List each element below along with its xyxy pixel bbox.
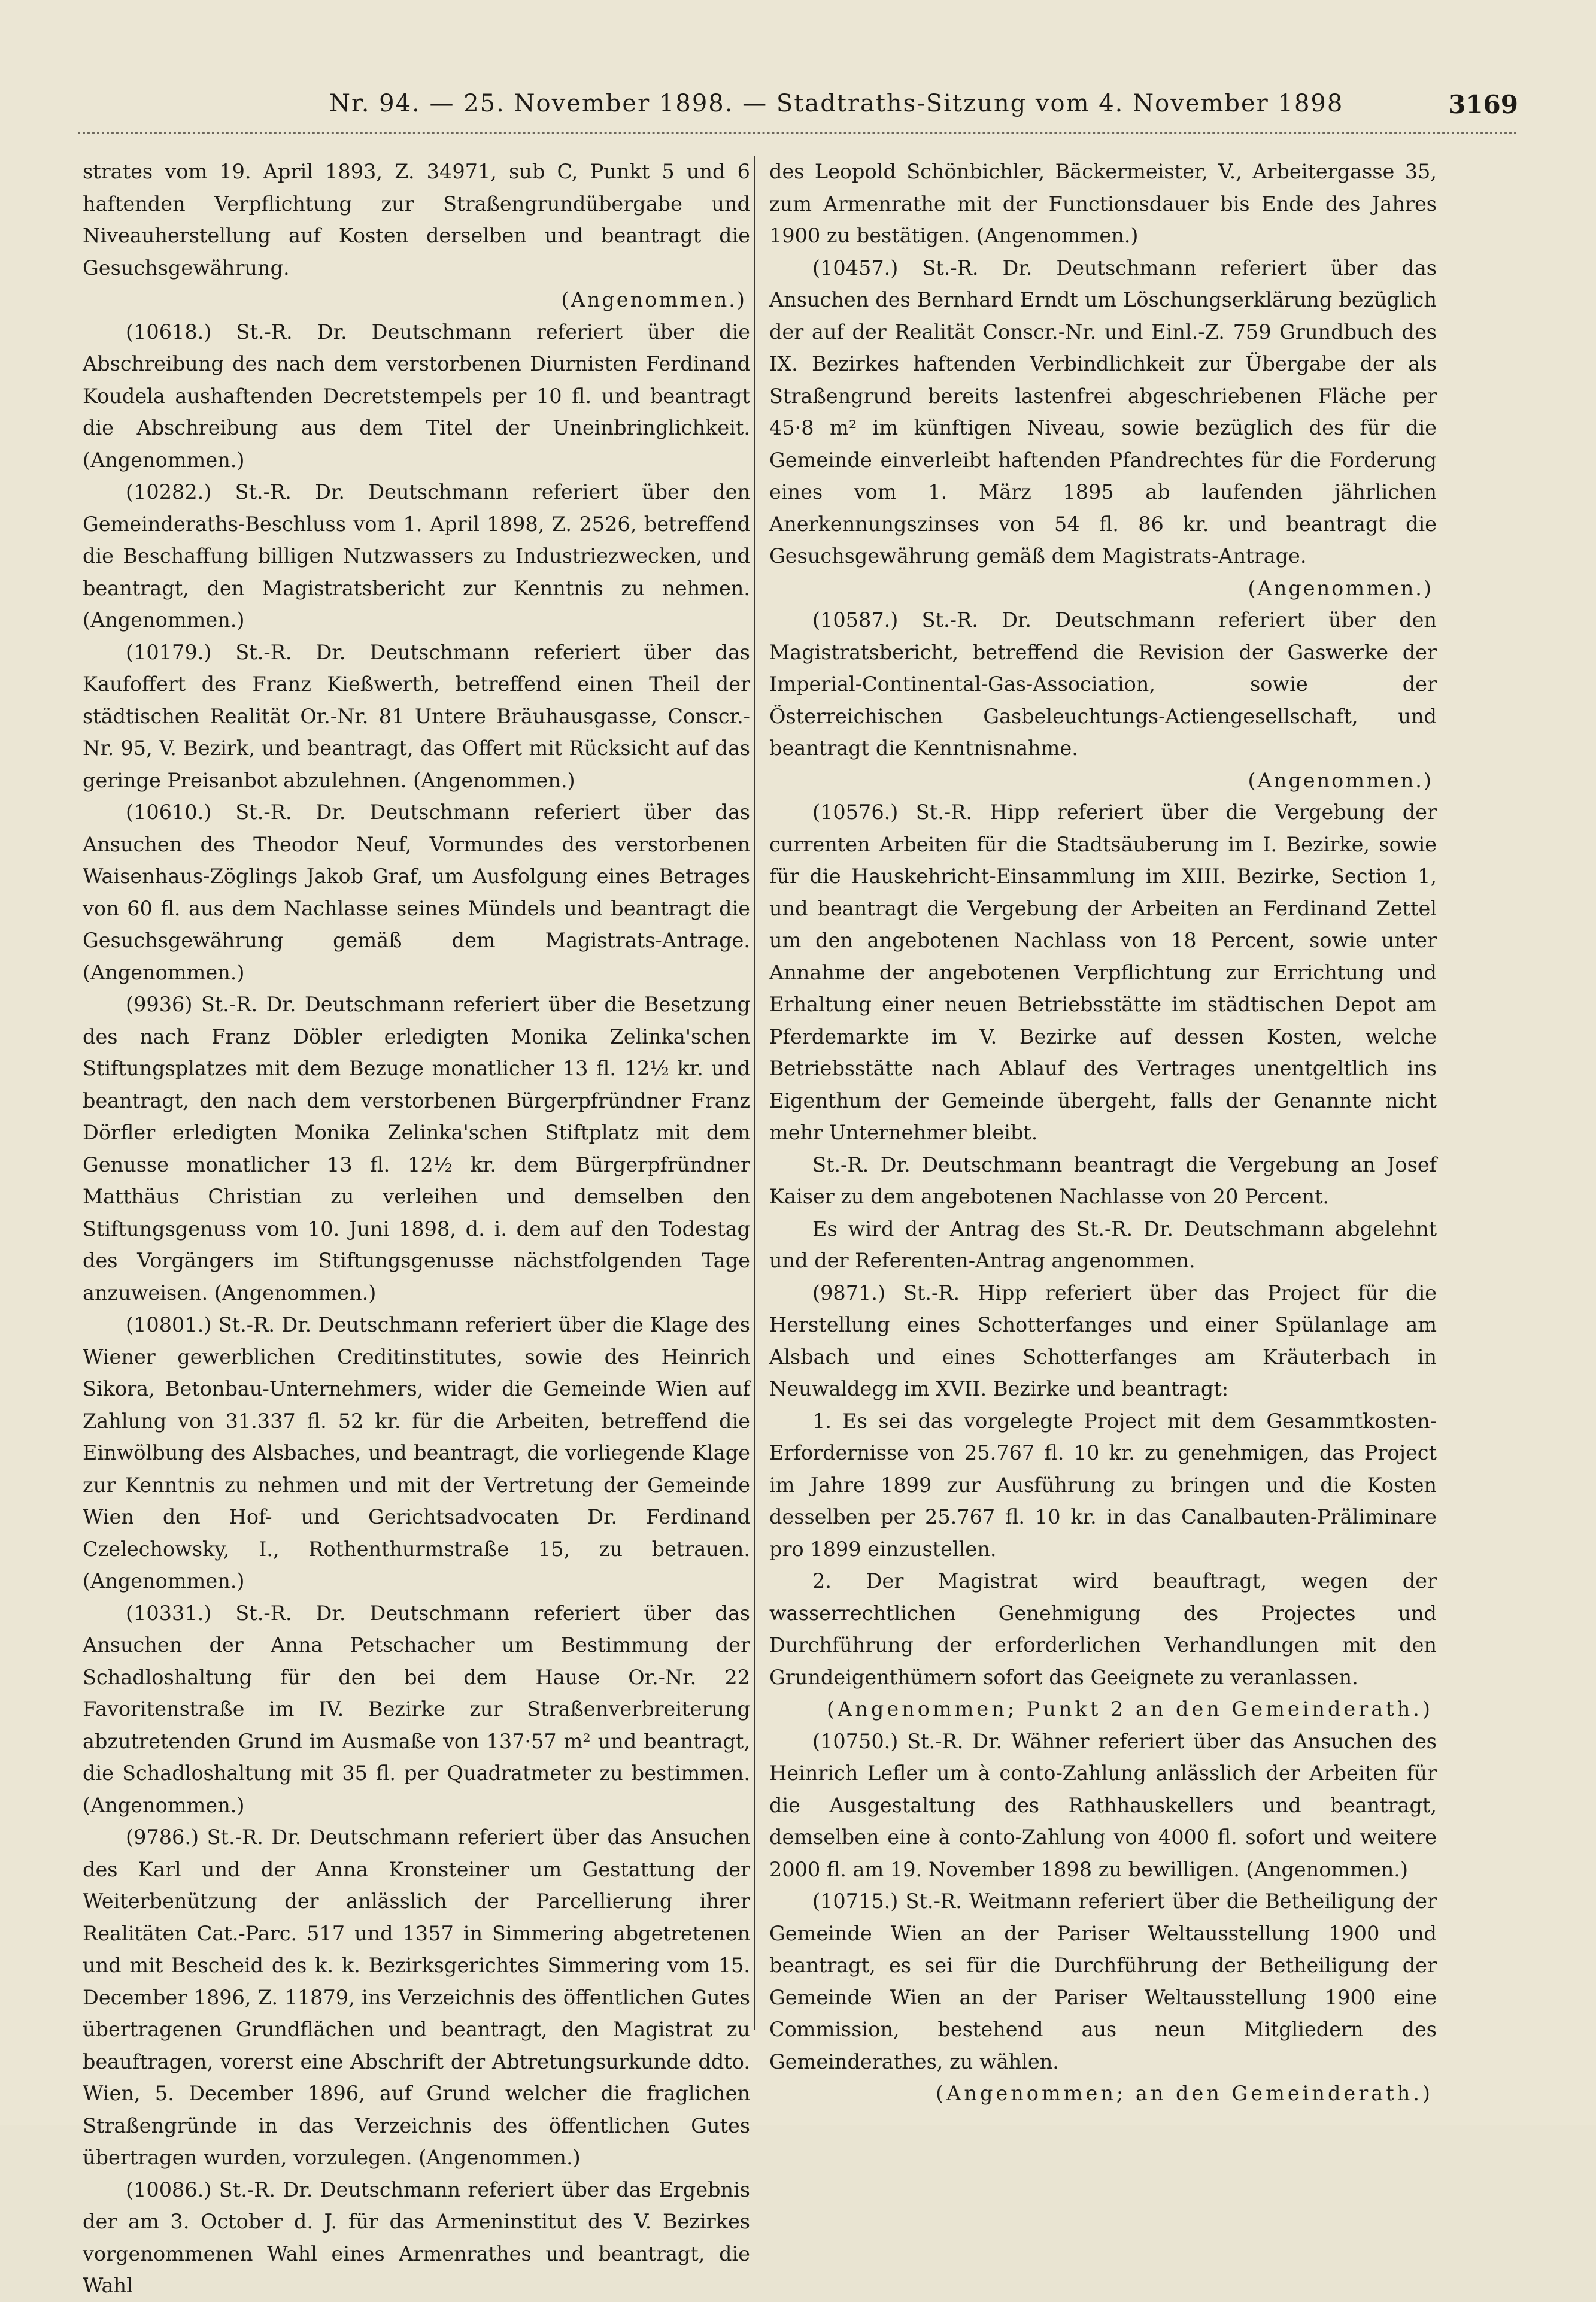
column-divider: [754, 156, 755, 2030]
minutes-entry: (10715.) St.-R. Weitmann referiert über die Betheiligung der Gemeinde Wien an der Pariser Weltausstellung 1900 und beantragt, es sei für die Durchführung der Betheiligung der Gemeinde Wien an der Pariser Weltausstellung 1900 eine Commission, bestehend aus neun Mitgliedern des Gemeinderathes, zu wählen.: [769, 1889, 1437, 2073]
minutes-entry: (10801.) St.-R. Dr. Deutschmann referiert über die Klage des Wiener gewerblichen Creditinstitutes, sowie des Heinrich Sikora, Betonbau-Unternehmers, wider die Gemeinde Wien auf Zahlung von 31.337 fl. 52 kr. für die Arbeiten, betreffend die Einwölbung des Alsbaches, und beantragt, die vorliegende Klage zur Kenntnis zu nehmen und mit der Vertretung der Gemeinde Wien den Hof- und Gerichtsadvocaten Dr. Ferdinand Czelechowsky, I., Rothenthurmstraße 15, zu betrauen. (Angenommen.): [83, 1313, 750, 1593]
minutes-entry: (10587.) St.-R. Dr. Deutschmann referiert über den Magistratsbericht, betreffend die Revision der Gaswerke der Imperial-Continental-Gas-Association, sowie der Österreichischen Gasbeleuchtungs-Actiengesellschaft, und beantragt die Kenntnisnahme.: [769, 608, 1437, 760]
resolution-note: (Angenommen.): [1248, 768, 1433, 792]
header-title: Nr. 94. — 25. November 1898. — Stadtraths-Sitzung vom 4. November 1898: [329, 90, 1344, 117]
minutes-entry: 1. Es sei das vorgelegte Project mit dem Gesammtkosten-Erfordernisse von 25.767 fl. 10 kr. zu genehmigen, das Project im Jahre 1899 zur Ausführung zu bringen und die Kosten desselben per 25.767 fl. 10 kr. in das Canalbauten-Präliminare pro 1899 einzustellen.: [769, 1409, 1437, 1561]
minutes-entry: (10618.) St.-R. Dr. Deutschmann referiert über die Abschreibung des nach dem verstorbenen Diurnisten Ferdinand Koudela aushaftenden Decretstempels per 10 fl. und beantragt die Abschreibung aus dem Titel der Uneinbringlichkeit. (Angenommen.): [83, 320, 750, 472]
header-rule: [78, 132, 1518, 134]
minutes-entry: (10331.) St.-R. Dr. Deutschmann referiert über das Ansuchen der Anna Petschacher um Bestimmung der Schadloshaltung für den bei dem Hause Or.-Nr. 22 Favoritenstraße im IV. Bezirke zur Straßenverbreiterung abzutretenden Grund im Ausmaße von 137·57 m² und beantragt, die Schadloshaltung mit 35 fl. per Quadratmeter zu bestimmen. (Angenommen.): [83, 1601, 750, 1817]
minutes-entry: St.-R. Dr. Deutschmann beantragt die Vergebung an Josef Kaiser zu dem angebotenen Nachlasse von 20 Percent.: [769, 1152, 1437, 1208]
minutes-entry: (9871.) St.-R. Hipp referiert über das Project für die Herstellung eines Schotterfanges und einer Spülanlage am Alsbach und eines Schotterfanges am Kräuterbach in Neuwaldegg im XVII. Bezirke und beantragt:: [769, 1281, 1437, 1400]
minutes-entry: strates vom 19. April 1893, Z. 34971, sub C, Punkt 5 und 6 haftenden Verpflichtung zur Straßengrundübergabe und Niveauherstellung auf Kosten derselben und beantragt die Gesuchsgewährung.: [83, 160, 750, 280]
minutes-entry: (10610.) St.-R. Dr. Deutschmann referiert über das Ansuchen des Theodor Neuf, Vormundes des verstorbenen Waisenhaus-Zöglings Jakob Graf, um Ausfolgung eines Betrages von 60 fl. aus dem Nachlasse seines Mündels und beantragt die Gesuchsgewährung gemäß dem Magistrats-Antrage. (Angenommen.): [83, 800, 750, 984]
minutes-entry: 2. Der Magistrat wird beauftragt, wegen der wasserrechtlichen Genehmigung des Projectes und Durchführung der erforderlichen Verhandlungen mit den Grundeigenthümern sofort das Geeignete zu veranlassen.: [769, 1569, 1437, 1689]
minutes-entry: (9936) St.-R. Dr. Deutschmann referiert über die Besetzung des nach Franz Döbler erledigten Monika Zelinka'schen Stiftungsplatzes mit dem Bezuge monatlicher 13 fl. 12½ kr. und beantragt, den nach dem verstorbenen Bürgerpfründner Franz Dörfler erledigten Monika Zelinka'schen Stiftplatz mit dem Genusse monatlicher 13 fl. 12½ kr. dem Bürgerpfründner Matthäus Christian zu verleihen und demselben den Stiftungsgenuss vom 10. Juni 1898, d. i. dem auf den Todestag des Vorgängers im Stiftungsgenusse nächstfolgenden Tage anzuweisen. (Angenommen.): [83, 993, 750, 1305]
minutes-entry: (10750.) St.-R. Dr. Wähner referiert über das Ansuchen des Heinrich Lefler um à conto-Zahlung anlässlich der Arbeiten für die Ausgestaltung des Rathhauskellers und beantragt, demselben eine à conto-Zahlung von 4000 fl. sofort und weitere 2000 fl. am 19. November 1898 zu bewilligen. (Angenommen.): [769, 1729, 1437, 1881]
resolution-note: (Angenommen; Punkt 2 an den Gemeinderath.): [827, 1697, 1433, 1721]
resolution-note: (Angenommen.): [1248, 576, 1433, 600]
page-number: 3169: [1448, 90, 1518, 119]
page-header: [78, 90, 1518, 138]
minutes-entry: (9786.) St.-R. Dr. Deutschmann referiert über das Ansuchen des Karl und der Anna Kronsteiner um Gestattung der Weiterbenützung der anlässlich der Parcellierung ihrer Realitäten Cat.-Parc. 517 und 1357 in Simmering abgetretenen und mit Bescheid des k. k. Bezirksgerichtes Simmering vom 15. December 1896, Z. 11879, ins Verzeichnis des öffentlichen Gutes übertragenen Grundflächen und beantragt, den Magistrat zu beauftragen, vorerst eine Abschrift der Abtretungsurkunde ddto. Wien, 5. December 1896, auf Grund welcher die fraglichen Straßengründe in das Verzeichnis des öffentlichen Gutes übertragen wurden, vorzulegen. (Angenommen.): [83, 1825, 750, 2169]
minutes-entry: (10576.) St.-R. Hipp referiert über die Vergebung der currenten Arbeiten für die Stadtsäuberung im I. Bezirke, sowie für die Hauskehricht-Einsammlung im XIII. Bezirke, Section 1, und beantragt die Vergebung der Arbeiten an Ferdinand Zettel um den angebotenen Nachlass von 18 Percent, sowie unter Annahme der angebotenen Verpflichtung zur Errichtung und Erhaltung einer neuen Betriebsstätte im städtischen Depot am Pferdemarkte im V. Bezirke auf dessen Kosten, welche Betriebsstätte nach Ablauf des Vertrages unentgeltlich ins Eigenthum der Gemeinde übergeht, falls der Genannte nicht mehr Unternehmer bleibt.: [769, 800, 1437, 1144]
minutes-entry: (10086.) St.-R. Dr. Deutschmann referiert über das Ergebnis der am 3. October d. J. für das Armeninstitut des V. Bezirkes vorgenommenen Wahl eines Armenrathes und beantragt, die Wahl: [83, 2177, 750, 2297]
minutes-entry: (10179.) St.-R. Dr. Deutschmann referiert über das Kaufoffert des Franz Kießwerth, betreffend einen Theil der städtischen Realität Or.-Nr. 81 Untere Bräuhausgasse, Conscr.-Nr. 95, V. Bezirk, und beantragt, das Offert mit Rücksicht auf das geringe Preisanbot abzulehnen. (Angenommen.): [83, 640, 750, 792]
minutes-entry: des Leopold Schönbichler, Bäckermeister, V., Arbeitergasse 35, zum Armenrathe mit der Functionsdauer bis Ende des Jahres 1900 zu bestätigen. (Angenommen.): [769, 160, 1437, 247]
minutes-entry: (10457.) St.-R. Dr. Deutschmann referiert über das Ansuchen des Bernhard Erndt um Löschungserklärung bezüglich der auf der Realität Conscr.-Nr. und Einl.-Z. 759 Grundbuch des IX. Bezirkes haftenden Verbindlichkeit zur Übergabe der als Straßengrund bereits lastenfrei abgeschriebenen Fläche per 45·8 m² im künftigen Niveau, sowie bezüglich des für die Gemeinde einverleibt haftenden Pfandrechtes für die Forderung eines vom 1. März 1895 ab laufenden jährlichen Anerkennungszinses von 54 fl. 86 kr. und beantragt die Gesuchsgewährung gemäß dem Magistrats-Antrage.: [769, 256, 1437, 568]
resolution-note: (Angenommen; an den Gemeinderath.): [936, 2082, 1433, 2105]
left-column: [83, 156, 750, 2302]
resolution-note: (Angenommen.): [561, 288, 747, 311]
right-column: [769, 156, 1437, 2110]
minutes-entry: (10282.) St.-R. Dr. Deutschmann referiert über den Gemeinderaths-Beschluss vom 1. April 1898, Z. 2526, betreffend die Beschaffung billigen Nutzwassers zu Industriezwecken, und beantragt, den Magistratsbericht zur Kenntnis zu nehmen. (Angenommen.): [83, 480, 750, 632]
minutes-entry: Es wird der Antrag des St.-R. Dr. Deutschmann abgelehnt und der Referenten-Antrag angenommen.: [769, 1217, 1437, 1272]
